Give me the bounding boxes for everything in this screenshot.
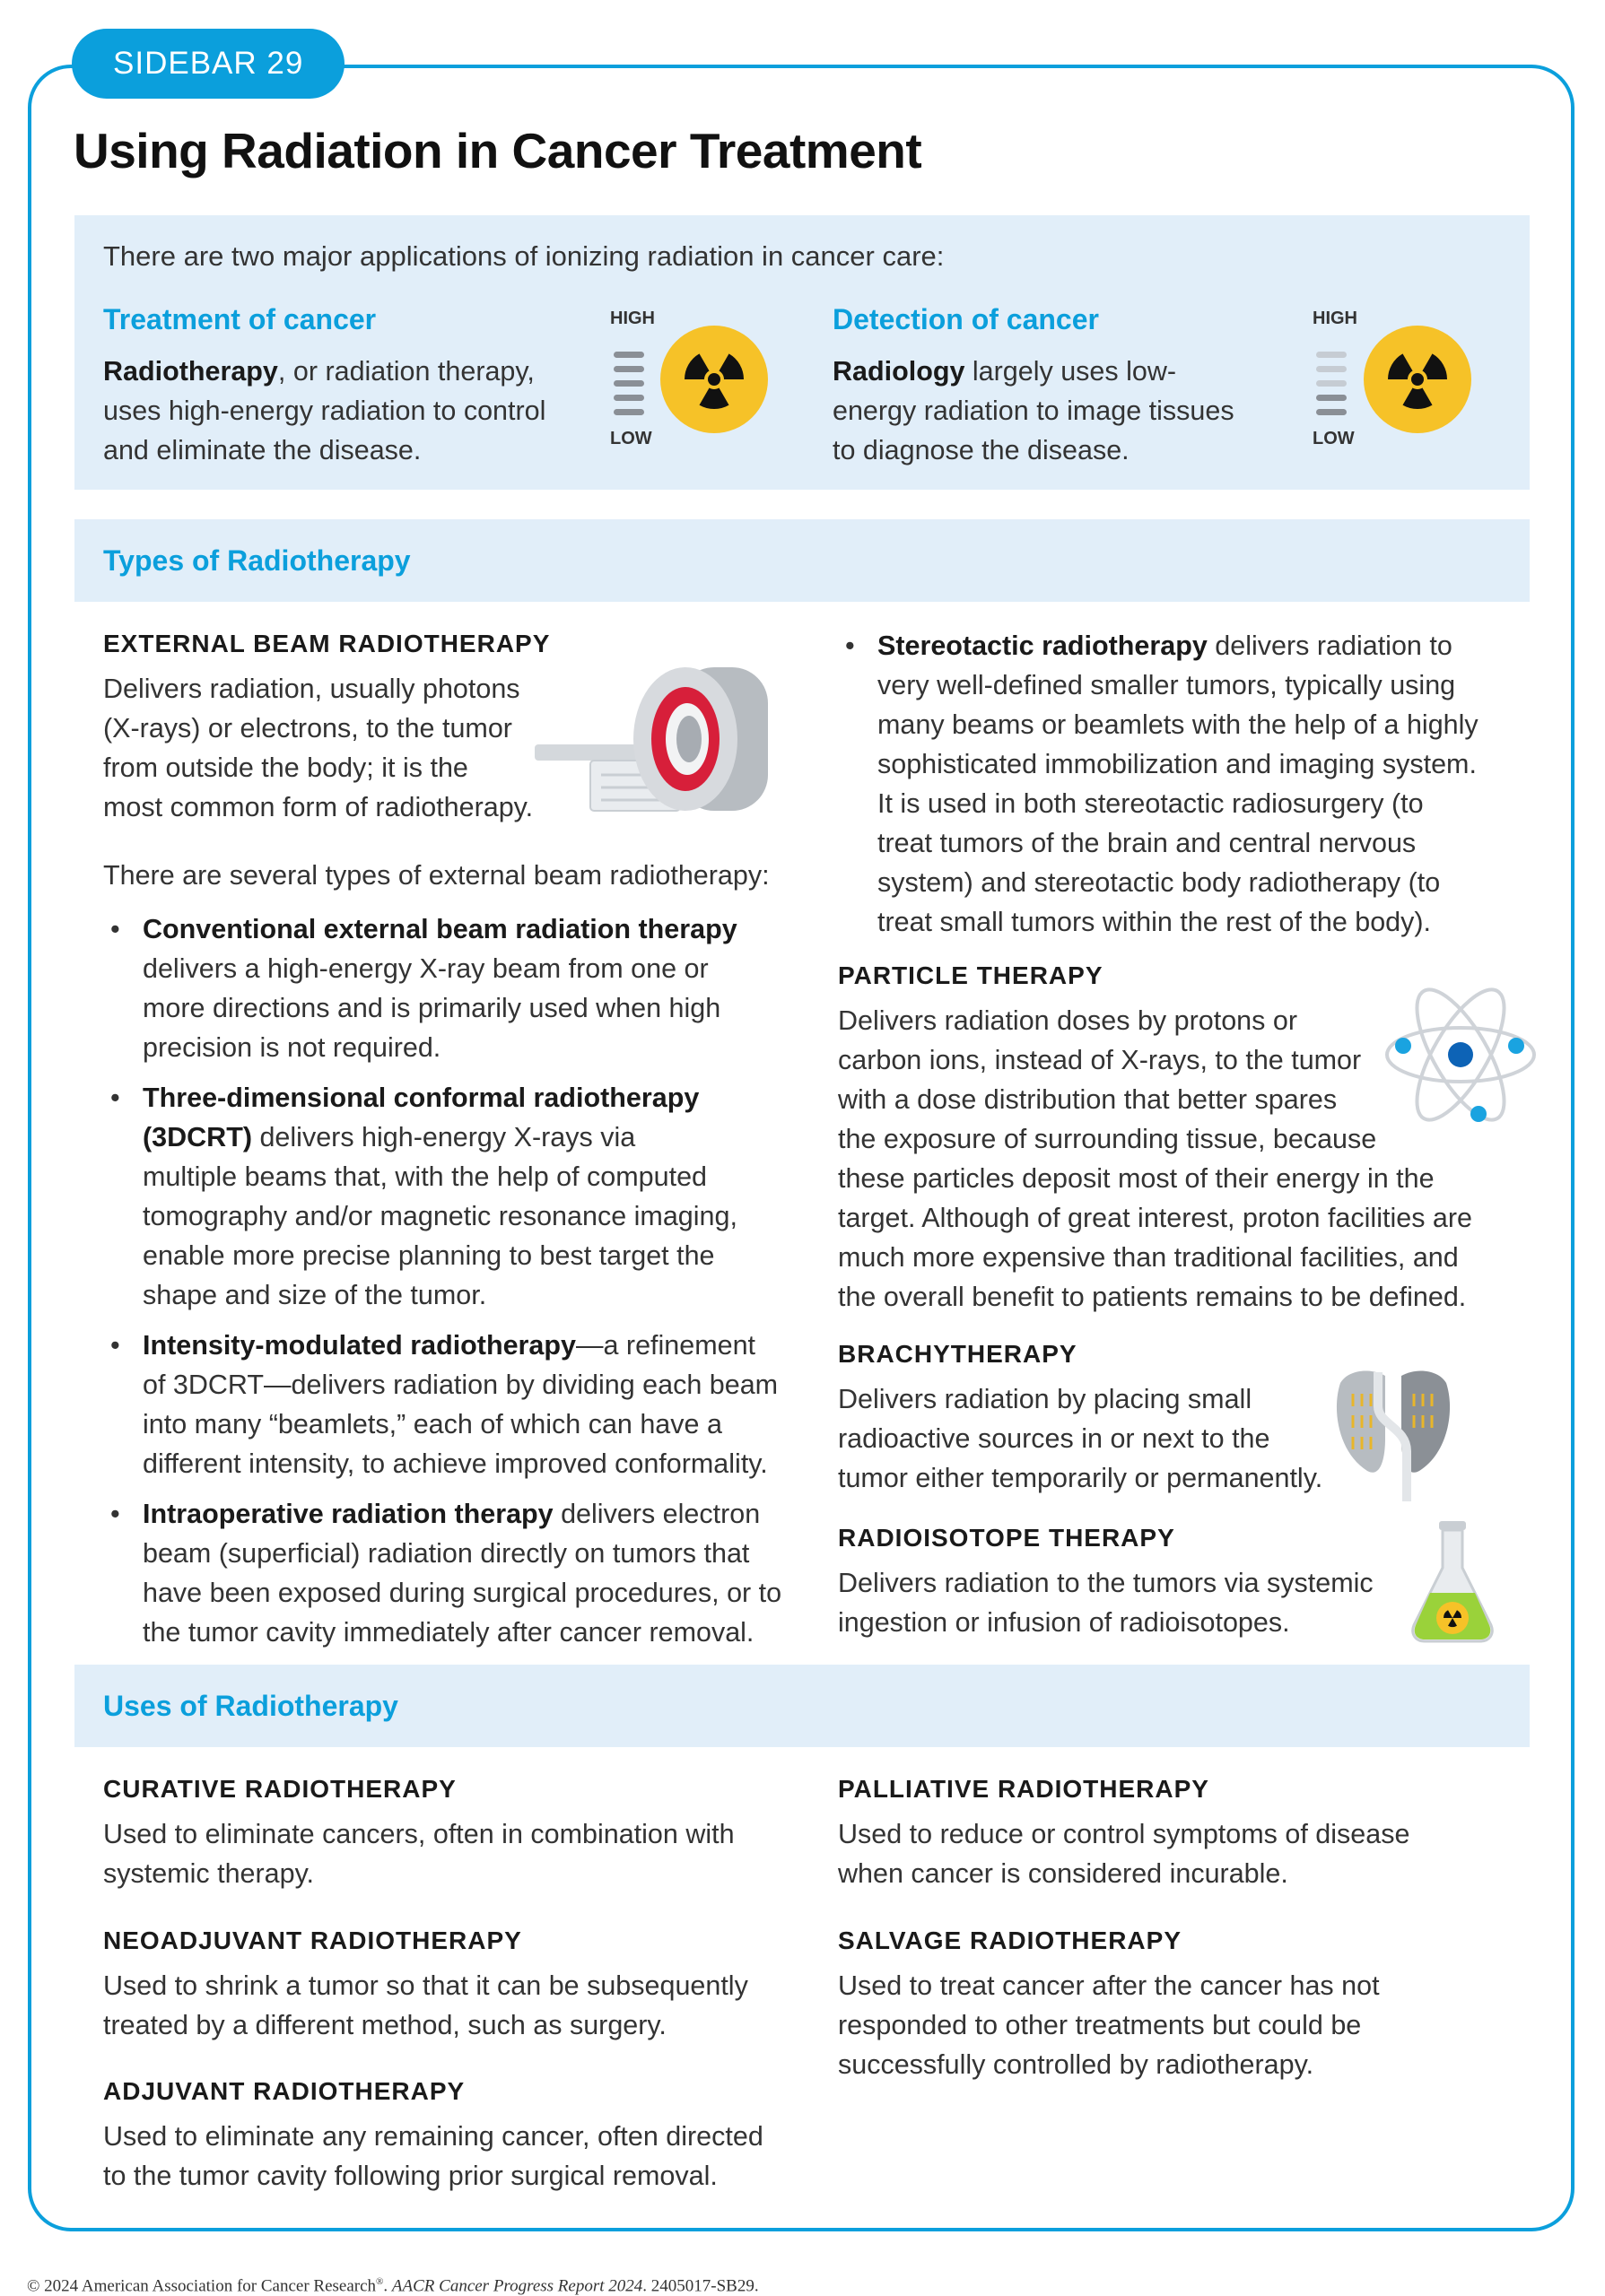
text-line: tomography and/or magnetic resonance imaging, xyxy=(143,1201,737,1231)
treatment-energy-meter xyxy=(610,309,655,452)
salvage-text xyxy=(838,1966,1502,2084)
text-line: radioactive sources in or next to the xyxy=(838,1423,1270,1454)
text-line: to the tumor cavity following prior surgical removal. xyxy=(103,2161,718,2191)
meter-bar xyxy=(1316,395,1347,401)
meter-bar xyxy=(614,352,644,358)
bullet-term: Intensity-modulated radiotherapy xyxy=(143,1330,576,1361)
text-line: Used to reduce or control symptoms of disease xyxy=(838,1819,1410,1849)
neoadjuvant-text xyxy=(103,1966,803,2045)
text-line: much more expensive than traditional facilities, and xyxy=(838,1242,1459,1273)
meter-low-label: LOW xyxy=(610,429,652,448)
sidebar-tag: SIDEBAR 29 xyxy=(72,29,345,99)
curative-text xyxy=(103,1814,803,1893)
text-line: Delivers radiation doses by protons or xyxy=(838,1005,1297,1036)
text-line: system) and stereotactic body radiotherapy (to xyxy=(877,867,1441,898)
text-line: the overall benefit to patients remains to be defined. xyxy=(838,1282,1467,1312)
bullet-term: Stereotactic radiotherapy xyxy=(877,631,1208,661)
list-item xyxy=(103,1494,794,1652)
flask-icon xyxy=(1407,1519,1498,1645)
brachytherapy-heading: BRACHYTHERAPY xyxy=(838,1340,1077,1368)
text-line: treat small tumors within the rest of the body). xyxy=(877,907,1432,937)
stereotactic-list xyxy=(838,626,1520,951)
meter-low-label: LOW xyxy=(1313,429,1355,448)
treatment-term: Radiotherapy xyxy=(103,356,278,387)
bullet-term: Conventional external beam radiation therapy xyxy=(143,914,737,944)
text-line: have been exposed during surgical procedures, or to xyxy=(143,1578,782,1608)
meter-bar xyxy=(1316,352,1347,358)
radioisotope-therapy-heading: RADIOISOTOPE THERAPY xyxy=(838,1524,1175,1552)
palliative-heading: PALLIATIVE RADIOTHERAPY xyxy=(838,1775,1209,1803)
text-line: delivers a high-energy X-ray beam from one or xyxy=(143,953,709,984)
palliative-text xyxy=(838,1814,1502,1893)
text-line: Used to eliminate cancers, often in combination with xyxy=(103,1819,735,1849)
particle-therapy-heading: PARTICLE THERAPY xyxy=(838,961,1103,989)
footer-text: . 2405017-SB29. xyxy=(642,2276,759,2296)
bullet-term: (3DCRT) xyxy=(143,1122,252,1152)
text-line: treated by a different method, such as surgery. xyxy=(103,2010,667,2040)
text-line: when cancer is considered incurable. xyxy=(838,1858,1288,1889)
treatment-heading: Treatment of cancer xyxy=(103,303,377,335)
detection-text xyxy=(833,352,1299,470)
text-line: ingestion or infusion of radioisotopes. xyxy=(838,1607,1290,1638)
meter-bar xyxy=(614,395,644,401)
text-line: Delivers radiation, usually photons xyxy=(103,674,520,704)
meter-bar xyxy=(614,380,644,387)
text-line: target. Although of great interest, proton facilities are xyxy=(838,1203,1472,1233)
footer-report-title: AACR Cancer Progress Report 2024 xyxy=(391,2276,643,2296)
adjuvant-text xyxy=(103,2117,803,2196)
ct-scanner-icon xyxy=(535,664,777,816)
text-line: into many “beamlets,” each of which can have a xyxy=(143,1409,722,1439)
text-line: systemic therapy. xyxy=(103,1858,315,1889)
text-line: (X-rays) or electrons, to the tumor xyxy=(103,713,512,744)
text-line: delivers high-energy X-rays via xyxy=(252,1122,636,1152)
text-line: with a dose distribution that better spares xyxy=(838,1084,1338,1115)
text-line: It is used in both stereotactic radiosurgery (to xyxy=(877,788,1424,819)
atom-icon xyxy=(1382,972,1540,1137)
text-line: responded to other treatments but could be xyxy=(838,2010,1362,2040)
meter-bar xyxy=(1316,366,1347,372)
text-line: most common form of radiotherapy. xyxy=(103,792,534,822)
text-line: treat tumors of the brain and central nervous xyxy=(877,828,1417,858)
text-line: of 3DCRT—delivers radiation by dividing each beam xyxy=(143,1370,779,1400)
text-line: beam (superficial) radiation directly on tumors that xyxy=(143,1538,750,1569)
text-line: enable more precise planning to best target the xyxy=(143,1240,715,1271)
list-item xyxy=(103,1326,794,1483)
types-heading: Types of Radiotherapy xyxy=(103,544,411,577)
text-line: Used to eliminate any remaining cancer, often directed xyxy=(103,2121,763,2152)
text-line: Used to treat cancer after the cancer has not xyxy=(838,1970,1380,2001)
detection-term: Radiology xyxy=(833,356,965,387)
radiation-hazard-icon xyxy=(1362,324,1473,435)
external-beam-types-lead: There are several types of external beam radiotherapy: xyxy=(103,860,770,891)
radiation-hazard-icon xyxy=(659,324,770,435)
list-item xyxy=(838,626,1520,942)
brachytherapy-text xyxy=(838,1379,1358,1498)
radioisotope-therapy-text xyxy=(838,1563,1412,1642)
detection-line2: energy radiation to image tissues xyxy=(833,396,1234,426)
text-line: precision is not required. xyxy=(143,1032,441,1063)
footer-text: . xyxy=(383,2276,392,2296)
text-line: shape and size of the tumor. xyxy=(143,1280,487,1310)
curative-heading: CURATIVE RADIOTHERAPY xyxy=(103,1775,457,1803)
copyright-footer xyxy=(27,2276,759,2296)
text-line: successfully controlled by radiotherapy. xyxy=(838,2049,1314,2080)
treatment-line3: and eliminate the disease. xyxy=(103,435,422,465)
detection-line3: to diagnose the disease. xyxy=(833,435,1130,465)
meter-bar xyxy=(614,366,644,372)
text-line: delivers radiation to xyxy=(1207,631,1452,661)
meter-bar xyxy=(1316,409,1347,415)
prostate-seed-implant-icon xyxy=(1326,1352,1461,1505)
external-beam-heading: EXTERNAL BEAM RADIOTHERAPY xyxy=(103,630,551,657)
intro-lead: There are two major applications of ionizing radiation in cancer care: xyxy=(103,240,945,272)
uses-heading: Uses of Radiotherapy xyxy=(103,1690,398,1722)
meter-bar xyxy=(614,409,644,415)
salvage-heading: SALVAGE RADIOTHERAPY xyxy=(838,1926,1182,1954)
text-line: very well-defined smaller tumors, typically using xyxy=(877,670,1456,700)
treatment-line2: uses high-energy radiation to control xyxy=(103,396,546,426)
text-line: many beams or beamlets with the help of a highly xyxy=(877,709,1479,740)
list-item xyxy=(103,1078,794,1315)
text-line: —a refinement xyxy=(575,1330,756,1361)
meter-bar xyxy=(1316,380,1347,387)
text-line: sophisticated immobilization and imaging system. xyxy=(877,749,1477,779)
footer-text: © 2024 American Association for Cancer Research xyxy=(27,2276,377,2296)
page-title: Using Radiation in Cancer Treatment xyxy=(74,123,922,178)
treatment-line1: , or radiation therapy, xyxy=(277,356,535,387)
external-beam-types-list xyxy=(103,909,794,1661)
text-line: different intensity, to achieve improved conformality. xyxy=(143,1448,768,1479)
text-line: the tumor cavity immediately after cancer removal. xyxy=(143,1617,755,1648)
treatment-text xyxy=(103,352,606,470)
text-line: from outside the body; it is the xyxy=(103,752,468,783)
text-line: carbon ions, instead of X-rays, to the tumor xyxy=(838,1045,1362,1075)
text-line: these particles deposit most of their energy in the xyxy=(838,1163,1435,1194)
text-line: more directions and is primarily used when high xyxy=(143,993,721,1023)
bullet-term: Three-dimensional conformal radiotherapy xyxy=(143,1083,700,1113)
text-line: delivers electron xyxy=(553,1499,761,1529)
detection-heading: Detection of cancer xyxy=(833,303,1099,335)
meter-high-label: HIGH xyxy=(1313,309,1357,328)
adjuvant-heading: ADJUVANT RADIOTHERAPY xyxy=(103,2077,466,2105)
neoadjuvant-heading: NEOADJUVANT RADIOTHERAPY xyxy=(103,1926,522,1954)
text-line: multiple beams that, with the help of computed xyxy=(143,1161,707,1192)
text-line: the exposure of surrounding tissue, because xyxy=(838,1124,1377,1154)
meter-high-label: HIGH xyxy=(610,309,655,328)
bullet-term: Intraoperative radiation therapy xyxy=(143,1499,554,1529)
text-line: tumor either temporarily or permanently. xyxy=(838,1463,1323,1493)
footer-reg-mark: ® xyxy=(376,2276,384,2287)
detection-line1: largely uses low- xyxy=(964,356,1177,387)
text-line: Delivers radiation to the tumors via systemic xyxy=(838,1568,1374,1598)
list-item xyxy=(103,909,794,1067)
external-beam-text xyxy=(103,669,570,827)
detection-energy-meter xyxy=(1313,309,1357,452)
text-line: Used to shrink a tumor so that it can be subsequently xyxy=(103,1970,748,2001)
text-line: Delivers radiation by placing small xyxy=(838,1384,1252,1414)
